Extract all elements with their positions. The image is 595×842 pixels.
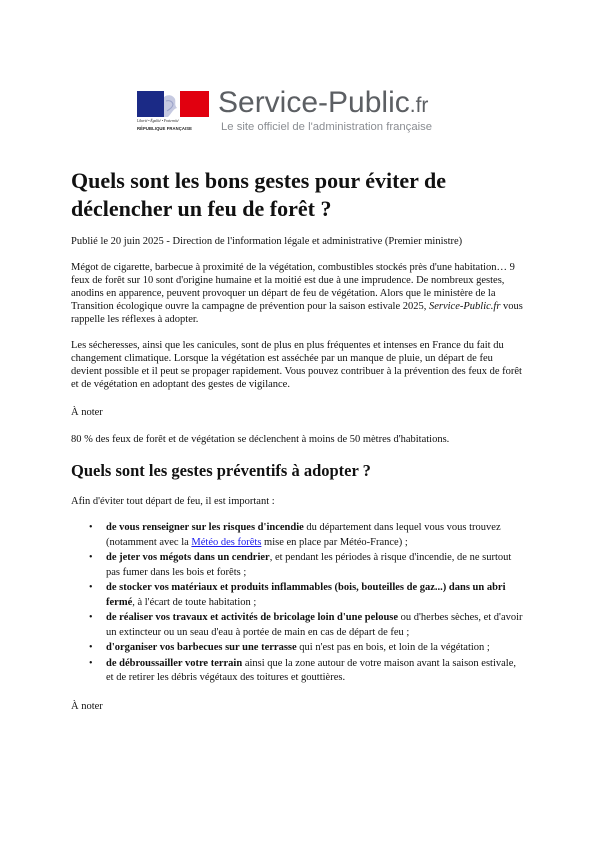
brand-name [218, 87, 428, 122]
list-item-text: , à l'écart de toute habitation ; [132, 596, 257, 608]
climate-paragraph: Les sécheresses, ainsi que les canicules, sont de plus en plus fréquentes et intenses en France du fait du changement climatique. Lorsque la végétation est asséchée par un manque de pluie, un départ de feu devient possible et il peut se propager rapidement. Vous pouvez contribuer à la prévention des feux de forêt et de végétation en adoptant des gestes de vigilance. [71, 340, 522, 390]
article-title: Quels sont les bons gestes pour éviter de déclencher un feu de forêt ? [71, 168, 447, 221]
bullet-icon: • [89, 582, 93, 593]
list-item-text: du département dans lequel vous vous trouvez (notamment avec la [106, 522, 501, 548]
note-statistic: 80 % des feux de forêt et de végétation se déclenchent à moins de 50 mètres d'habitations. [71, 434, 450, 445]
publication-info: Publié le 20 juin 2025 - Direction de l'information légale et administrative (Premier ministre) [71, 236, 463, 247]
list-item-text: qui n'est pas en bois, et loin de la végétation ; [296, 642, 490, 653]
bullet-icon: • [89, 612, 93, 623]
tricolor-flag-icon [137, 91, 209, 117]
note-label-2: À noter [71, 700, 103, 712]
meteo-forets-link[interactable]: Météo des forêts [191, 536, 262, 548]
note-label: À noter [71, 407, 103, 418]
bullet-icon: • [89, 522, 93, 533]
list-item-text: ou d'herbes sèches, et d'avoir un extincteur ou un seau d'eau à portée de main en cas de départ de feu ; [106, 612, 523, 638]
list-item [89, 551, 526, 580]
list-item-bold: d'organiser vos barbecues sur une terrasse [106, 642, 297, 653]
list-item-bold: de vous renseigner sur les risques d'incendie [106, 522, 304, 533]
list-item [89, 657, 526, 686]
intro-text-end: vous rappelle les réflexes à adopter. [71, 301, 523, 325]
brand-tagline: Le site officiel de l'administration française [221, 121, 433, 133]
list-item-bold: de débroussailler votre terrain [106, 657, 243, 669]
republic-text: RÉPUBLIQUE FRANÇAISE [137, 126, 193, 131]
list-item-text: , et pendant les périodes à risque d'incendie, de ne surtout pas fumer dans les bois et forêts ; [106, 552, 512, 578]
marianne-profile-icon [164, 91, 180, 117]
list-item-text: ainsi que la zone autour de votre maison avant la saison estivale, et de retirer les débris végétaux des toitures et gouttières. [106, 657, 516, 683]
brand-main: Service-Public [218, 86, 410, 119]
section-title: Quels sont les gestes préventifs à adopter ? [71, 461, 371, 480]
list-item-bold: de jeter vos mégots dans un cendrier [106, 552, 270, 563]
brand-tld: .fr [409, 94, 429, 117]
article [71, 167, 526, 713]
bullet-icon: • [89, 552, 93, 563]
intro-paragraph [71, 261, 526, 326]
marianne-logo [136, 89, 210, 135]
list-item [89, 611, 526, 640]
section-intro: Afin d'éviter tout départ de feu, il est important : [71, 496, 275, 507]
service-public-logo[interactable] [136, 87, 466, 137]
motto-text: Liberté • Égalité • Fraternité [137, 119, 179, 123]
list-item-bold: de stocker vos matériaux et produits inflammables (bois, bouteilles de gaz...) dans un abri fermé [106, 582, 506, 608]
intro-text-start: Mégot de cigarette, barbecue à proximité de la végétation, combustibles stockés près d'une habitation… 9 feux de forêt sur 10 sont d'origine humaine et la moitié est due à une imprudence. De nombreux gestes, anodins en apparence, peuvent provoquer un départ de feu de végétation. Alors que le ministère de la Transition écologique ouvre la campagne de prévention pour la saison estivale 2025, [71, 262, 515, 312]
list-item [89, 581, 526, 610]
site-name-italic: Service-Public.fr [428, 301, 501, 312]
list-item-text-end: mise en place par Météo-France) ; [261, 536, 408, 548]
list-item [89, 521, 526, 550]
prevention-list [71, 521, 526, 686]
list-item [89, 641, 526, 656]
bullet-icon: • [89, 657, 93, 669]
bullet-icon: • [89, 642, 93, 653]
list-item-bold: de réaliser vos travaux et activités de bricolage loin d'une pelouse [106, 612, 399, 623]
